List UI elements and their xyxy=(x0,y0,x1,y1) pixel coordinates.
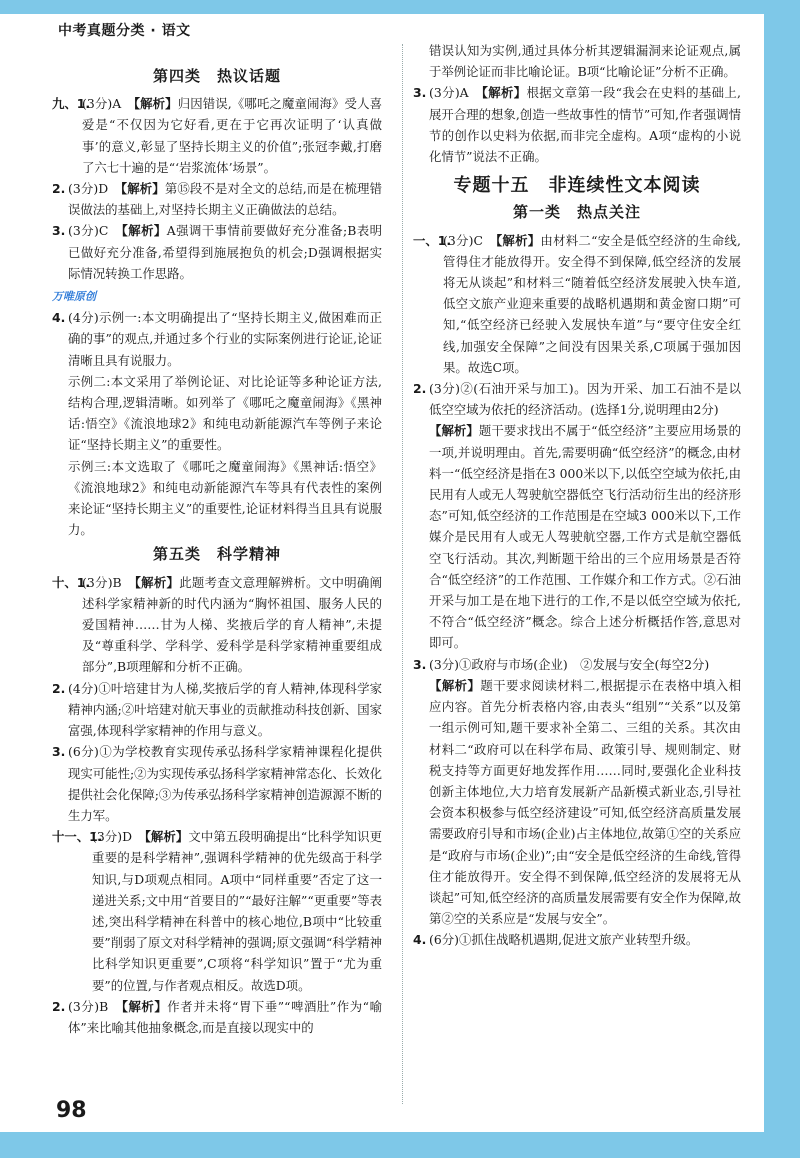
question-number: 十一、1. xyxy=(52,829,103,845)
answer-score: (3分)C xyxy=(68,223,122,239)
analysis-label: 【解析】 xyxy=(121,998,168,1014)
question-number: 一、1. xyxy=(413,232,452,248)
answer-text: (3分)②(石油开采与加工)。因为开采、加工石油不是以低空空域为依托的经济活动。(选择1分,说明理由2分) xyxy=(429,381,741,418)
answer-continuation xyxy=(413,40,741,82)
question-number: 3. xyxy=(52,744,66,760)
analysis-text: 题干要求阅读材料二,根据提示在表格中填入相应内容。首先分析表格内容,由表头“组别”“关系”以及第一组示例可知,题干要求补全第二、三组的关系。其次由材料二“政府可以在科学布局、政策引导、规则制定、财税支持等方面更好地发挥作用……同时,要强化企业科技创新主体地位,大力培育发展新产品新模式新业态,引导社会资本积极参与低空经济建设”可知,低空经济高质量发展需要政府引导和市场(企业)占主体地位,故第①空的关系应是“政府与市场(企业)”;由“安全是低空经济的生命线,管得住才能放得开。安全得不到保障,低空经济的发展将无从谈起”可知,低空经济的高质量发展需要有安全作为保障,故第②空的关系应是“发展与安全”。 xyxy=(429,677,741,927)
analysis-text: 文中第五段明确提出“比科学知识更重要的是科学精神”,强调科学精神的优先级高于科学知识,与D项观点相同。A项中“同样重要”否定了这一递进关系;文中用“首要目的”“最好注解”“更重要”等表述,突出科学精神在科普中的核心地位,B项中“比较重要”削弱了原文对科学精神的强调;原文强调“科学精神比科学知识更重要”,C项将“科学知识”置于“尤为重要”的位置,与作者观点相反。故选D项。 xyxy=(92,829,382,993)
answer-score: (3分)B xyxy=(82,574,135,590)
analysis-text: 归因错误,《哪吒之魔童闹海》受人喜爱是“不仅因为它好看,更在于它再次证明了‘认真做事’的意义,彰显了坚持长期主义的价值”;张冠李戴,打磨了六七十遍的是“‘岩浆流体’场景”。 xyxy=(82,96,382,175)
answer-score: (3分)B xyxy=(68,998,122,1014)
answer-item xyxy=(52,93,382,178)
question-number: 3. xyxy=(413,656,427,672)
answer-item xyxy=(52,826,382,996)
analysis-text: 根据文章第一段“我会在史料的基础上,展开合理的想象,创造一些故事性的情节”可知,作者强调情节的创作以史料为依据,而非完全虚构。A项“虚构的小说化情节”说法不正确。 xyxy=(429,85,741,165)
analysis-label: 【解析】 xyxy=(481,85,527,101)
analysis-label: 【解析】 xyxy=(121,223,167,239)
analysis-paragraph xyxy=(429,675,741,929)
answer-item xyxy=(413,230,741,378)
right-color-band xyxy=(764,0,800,1158)
answer-text: (4分)示例一:本文明确提出了“坚持长期主义,做困难而正确的事”的观点,并通过多个行业的实际案例进行论证,论证清晰且具有说服力。 xyxy=(68,310,382,368)
answer-item xyxy=(52,307,382,540)
left-column xyxy=(52,62,382,1038)
right-column xyxy=(413,40,741,951)
answer-item xyxy=(52,741,382,826)
analysis-text: 作者并未将“胃下垂”“啤酒肚”作为“喻体”来比喻其他抽象概念,而是直接以现实中的 xyxy=(68,998,382,1035)
answer-item xyxy=(413,654,741,930)
answer-text: (4分)①叶培建甘为人梯,奖掖后学的育人精神,体现科学家精神内涵;②叶培建对航天事业的贡献推动科技创新、国家富强,体现科学家精神的作用与意义。 xyxy=(68,680,382,739)
topic-title: 专题十五 非连续性文本阅读 xyxy=(453,175,701,197)
question-number: 2. xyxy=(413,381,427,397)
brand-logo: 万唯原创 xyxy=(52,290,96,304)
analysis-text: 此题考查文意理解辨析。文中明确阐述科学家精神新的时代内涵为“胸怀祖国、服务人民的爱国精神……甘为人梯、奖掖后学的育人精神”,未提及“尊重科学、学科学、爱科学是科学家精神重要组成部分”,B项理解和分析不正确。 xyxy=(82,574,382,675)
analysis-label: 【解析】 xyxy=(133,96,178,112)
answer-item xyxy=(52,220,382,284)
top-color-band xyxy=(0,0,800,14)
answer-text: (3分)①政府与市场(企业) ②发展与安全(每空2分) xyxy=(429,656,710,672)
answer-item xyxy=(52,678,382,742)
answer-item xyxy=(52,572,382,678)
section-title-1: 第一类 热点关注 xyxy=(512,203,641,222)
answer-score: (3分)A xyxy=(429,85,482,101)
answer-score: (3分)A xyxy=(82,96,134,112)
answer-item xyxy=(413,378,741,654)
bottom-color-band xyxy=(0,1132,800,1158)
section-title-4: 第四类 热议话题 xyxy=(152,67,281,85)
answer-score: (3分)D xyxy=(92,829,145,845)
analysis-label: 【解析】 xyxy=(144,829,189,845)
answer-text: (6分)①为学校教育实现传承弘扬科学家精神课程化提供现实可能性;②为实现传承弘扬科学家精神常态化、长效化提供社会化保障;③为传承弘扬科学家精神创造源源不断的生力军。 xyxy=(68,744,382,823)
answer-item xyxy=(52,178,382,220)
question-number: 3. xyxy=(52,223,66,239)
column-divider xyxy=(402,44,403,1104)
answer-item xyxy=(413,82,741,167)
question-number: 九、1. xyxy=(52,96,91,112)
answer-text: (6分)①抓住战略机遇期,促进文旅产业转型升级。 xyxy=(429,932,699,948)
analysis-label: 【解析】 xyxy=(134,574,180,590)
answer-score: (3分)C xyxy=(443,232,496,248)
running-header: 中考真题分类 · 语文 xyxy=(58,23,191,39)
question-number: 4. xyxy=(413,932,427,948)
question-number: 2. xyxy=(52,998,66,1014)
analysis-label: 【解析】 xyxy=(429,423,479,439)
answer-item xyxy=(413,929,741,950)
example-paragraph: 示例三:本文选取了《哪吒之魔童闹海》《黑神话:悟空》《流浪地球2》和纯电动新能源汽车等具有代表性的案例来论证“坚持长期主义”的重要性,论证材料得当且具有说服力。 xyxy=(68,458,382,538)
question-number: 3. xyxy=(413,85,427,101)
analysis-text: 由材料二“安全是低空经济的生命线,管得住才能放得开。安全得不到保障,低空经济的发展将无从谈起”和材料三“随着低空经济发展驶入快车道,低空文旅产业迎来重要的战略机遇期和黄金窗口期”可知,“低空经济已经驶入发展快车道”与“要守住安全红线,加强安全保障”之间没有因果关系,C项属于强加因果。故选C项。 xyxy=(443,232,741,375)
answer-item xyxy=(52,996,382,1038)
question-number: 2. xyxy=(52,680,66,696)
question-number: 十、1. xyxy=(52,574,91,590)
page-number: 98 xyxy=(56,1098,87,1123)
question-number: 4. xyxy=(52,310,66,326)
analysis-text: 错误认知为实例,通过具体分析其逻辑漏洞来论证观点,属于举例论证而非比喻论证。B项“比喻论证”分析不正确。 xyxy=(429,43,741,80)
analysis-label: 【解析】 xyxy=(495,232,541,248)
question-number: 2. xyxy=(52,181,66,197)
answer-score: (3分)D xyxy=(68,181,121,197)
example-paragraph: 示例二:本文采用了举例论证、对比论证等多种论证方法,结构合理,逻辑清晰。如列举了《哪吒之魔童闹海》《黑神话:悟空》《流浪地球2》和纯电动新能源汽车等例子来论证“坚持长期主义”的重要性。 xyxy=(68,373,382,453)
analysis-text: 题干要求找出不属于“低空经济”主要应用场景的一项,并说明理由。首先,需要明确“低空经济”的概念,由材料一“低空经济是指在3 000米以下,以低空空域为依托,由民用有人或无人驾驶航空器低空飞行活动衍生出的经济形态”可知,低空经济的工作范围是在空域3 000米以下,工作媒介是民用有人或无人驾驶航空器,工作方式是航空器低空飞行活动。其次,判断题干给出的三个应用场景是否符合“低空经济”的工作范围、工作媒介和工作方式。②石油开采与加工是在地下进行的工作,不是以低空空域为依托,不符合“低空经济”概念。综合上述分析概括作答,意思对即可。 xyxy=(429,423,741,651)
analysis-text: A强调干事情前要做好充分准备;B表明已做好充分准备,希望得到施展抱负的机会;D强调根据实际情况转换工作思路。 xyxy=(68,223,382,281)
analysis-label: 【解析】 xyxy=(120,181,165,197)
analysis-label: 【解析】 xyxy=(429,677,481,693)
section-title-5: 第五类 科学精神 xyxy=(152,545,281,564)
analysis-text: 第⑮段不是对全文的总结,而是在梳理错误做法的基础上,对坚持长期主义正确做法的总结。 xyxy=(68,181,382,218)
analysis-paragraph xyxy=(429,420,741,653)
